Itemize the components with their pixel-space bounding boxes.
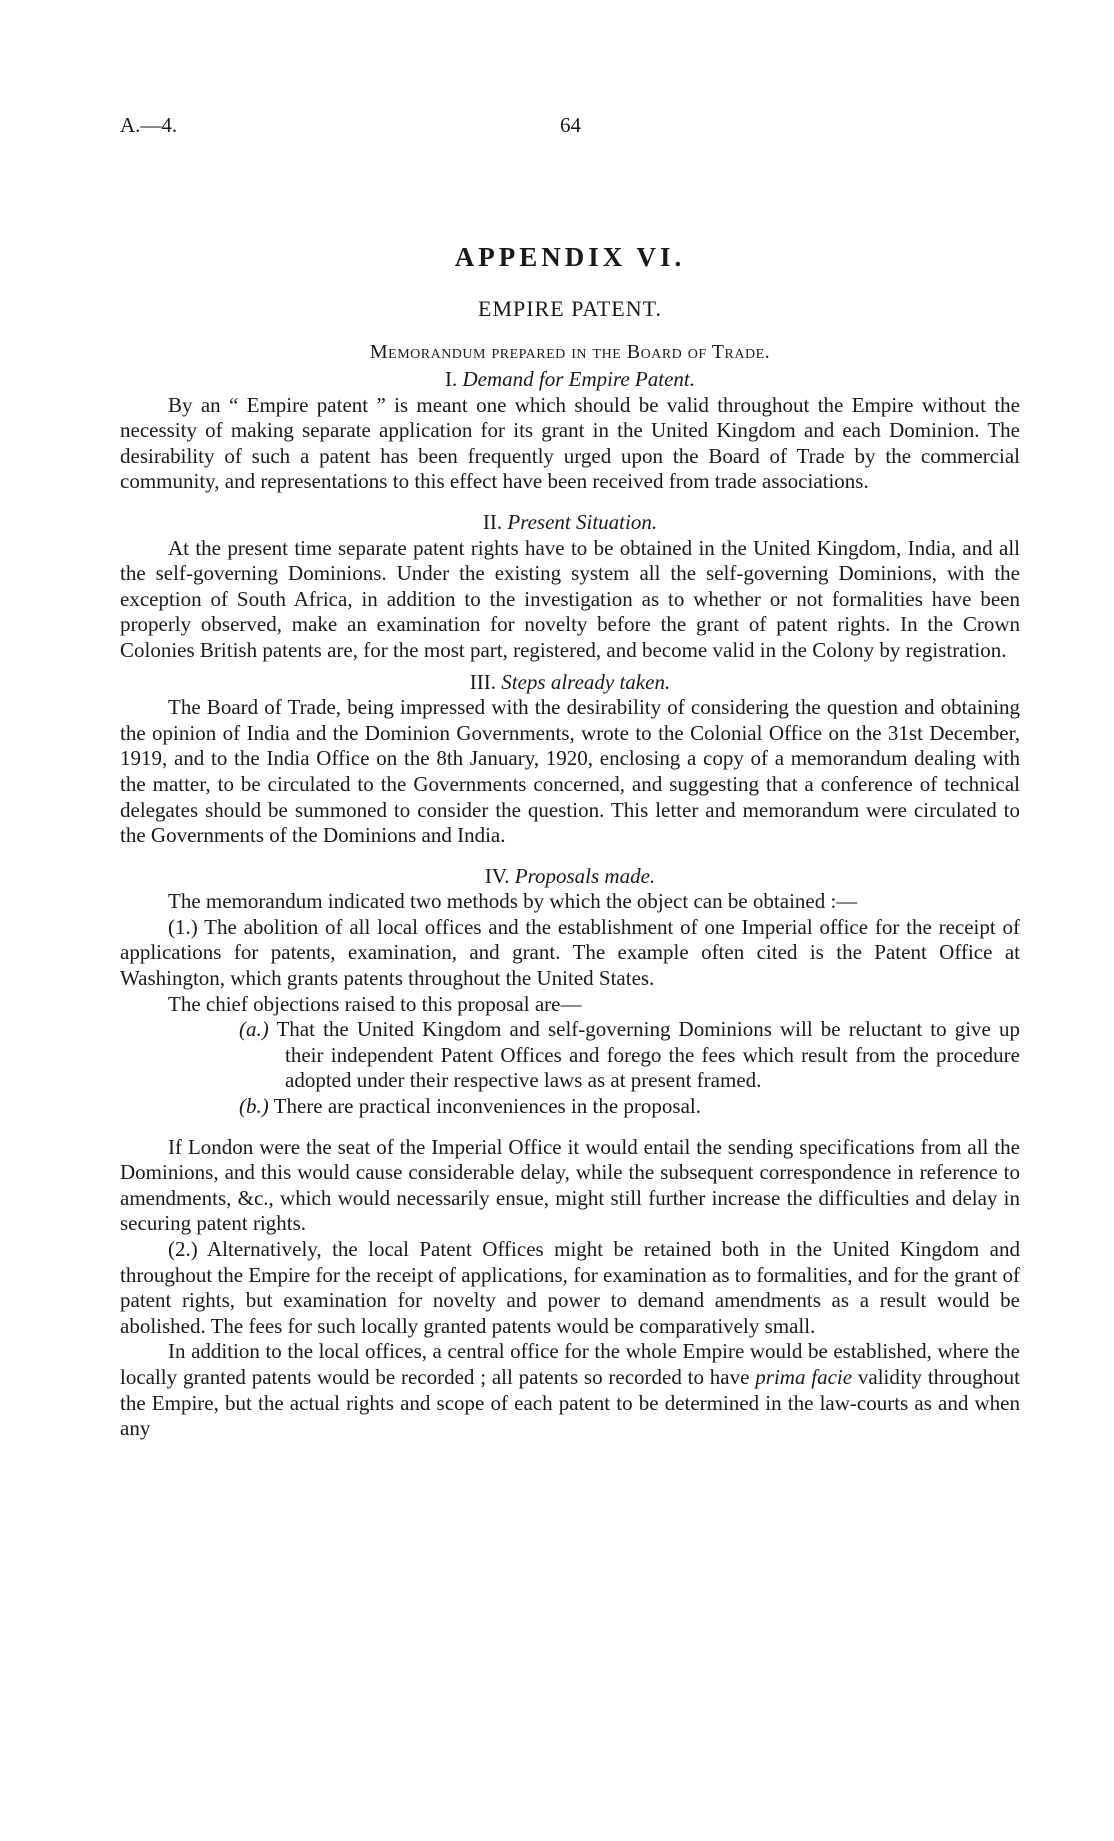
section-heading-1	[120, 367, 1020, 393]
text-run: In addition to the local offices, a central office for the whole Empire would be established, where the locally granted patents would be recorded ; all patents so recorded to have	[120, 1339, 1020, 1389]
paragraph: By an “ Empire patent ” is meant one which should be valid throughout the Empire without the necessity of making separate application for its grant in the United Kingdom and each Dominion. The desirability of such a patent has been frequently urged upon the Board of Trade by the commercial community, and representations to this effect have been received from trade associations.	[120, 392, 1020, 494]
paragraph	[120, 1339, 1020, 1441]
section-title: Demand for Empire Patent.	[462, 367, 696, 391]
section-number: I.	[444, 367, 458, 391]
page-number: 64	[560, 113, 581, 137]
section-title: Present Situation.	[507, 509, 658, 534]
paragraph: At the present time separate patent rights have to be obtained in the United Kingdom, India, and all the self-governing Dominions. Under the existing system all the self-governing Dominions, with the exception of South Africa, in addition to the investigation as to whether or not formalities have been properly observed, make an examination for novelty before the grant of patent rights. In the Crown Colonies British patents are, for the most part, registered, and become valid in the Colony by registration.	[120, 535, 1020, 662]
paragraph: If London were the seat of the Imperial Office it would entail the sending specifications from all the Dominions, and this would cause considerable delay, while the subsequent correspondence in reference to amendments, &c., which would necessarily ensue, might still further increase the difficulties and delay in securing patent rights.	[120, 1134, 1020, 1236]
section-heading-3	[120, 670, 1020, 696]
appendix-title: APPENDIX VI.	[454, 242, 686, 272]
paragraph: The memorandum indicated two methods by which the object can be obtained :—	[168, 889, 858, 914]
section-number: III.	[469, 669, 497, 694]
objection-text: That the United Kingdom and self-governing Dominions will be reluctant to give up their independent Patent Offices and forego the fees which result from the procedure adopted under their respective laws as at present framed.	[276, 1017, 1020, 1093]
objection-label: (a.)	[239, 1017, 269, 1042]
appendix-subtitle: EMPIRE PATENT.	[478, 296, 662, 321]
paragraph: The Board of Trade, being impressed with the desirability of considering the question and obtaining the opinion of India and the Dominion Governments, wrote to the Colonial Office on the 31st December, 1919, and to the India Office on the 8th January, 1920, enclosing a copy of a memorandum dealing with the matter, to be circulated to the Governments concerned, and suggesting that a conference of technical delegates should be summoned to consider the question. This letter and memorandum were circulated to the Governments of the Dominions and India.	[120, 695, 1020, 848]
section-heading-2	[120, 510, 1020, 536]
document-body	[120, 367, 1020, 1442]
objection-text: There are practical inconveniences in the proposal.	[273, 1094, 702, 1119]
objection-b	[239, 1094, 1020, 1120]
section-number: IV.	[484, 863, 510, 888]
section-heading-4	[120, 864, 1020, 890]
objection-a	[239, 1017, 1020, 1094]
text-run: validity throughout the Empire, but the actual rights and scope of each patent to be determined in the law-courts as and when any	[120, 1364, 1020, 1441]
page-header	[120, 113, 1020, 143]
paragraph: (1.) The abolition of all local offices and the establishment of one Imperial office for the receipt of applications for patents, examination, and grant. The example often cited is the Patent Office at Washington, which grants patents throughout the United States.	[120, 914, 1020, 991]
section-title: Proposals made.	[514, 863, 656, 888]
memorandum-heading: Memorandum prepared in the Board of Trade.	[369, 341, 771, 363]
section-number: II.	[482, 509, 503, 534]
italic-phrase: prima facie	[755, 1364, 853, 1389]
paragraph: The chief objections raised to this proposal are—	[168, 991, 582, 1016]
objection-label: (b.)	[239, 1094, 269, 1119]
paragraph: (2.) Alternatively, the local Patent Offices might be retained both in the United Kingdom and throughout the Empire for the receipt of applications, for examination as to formalities, and for the grant of patent rights, but examination for novelty and power to demand amendments as a result would be abolished. The fees for such locally granted patents would be comparatively small.	[120, 1237, 1020, 1338]
section-title: Steps already taken.	[501, 669, 671, 694]
document-reference: A.—4.	[120, 113, 178, 137]
